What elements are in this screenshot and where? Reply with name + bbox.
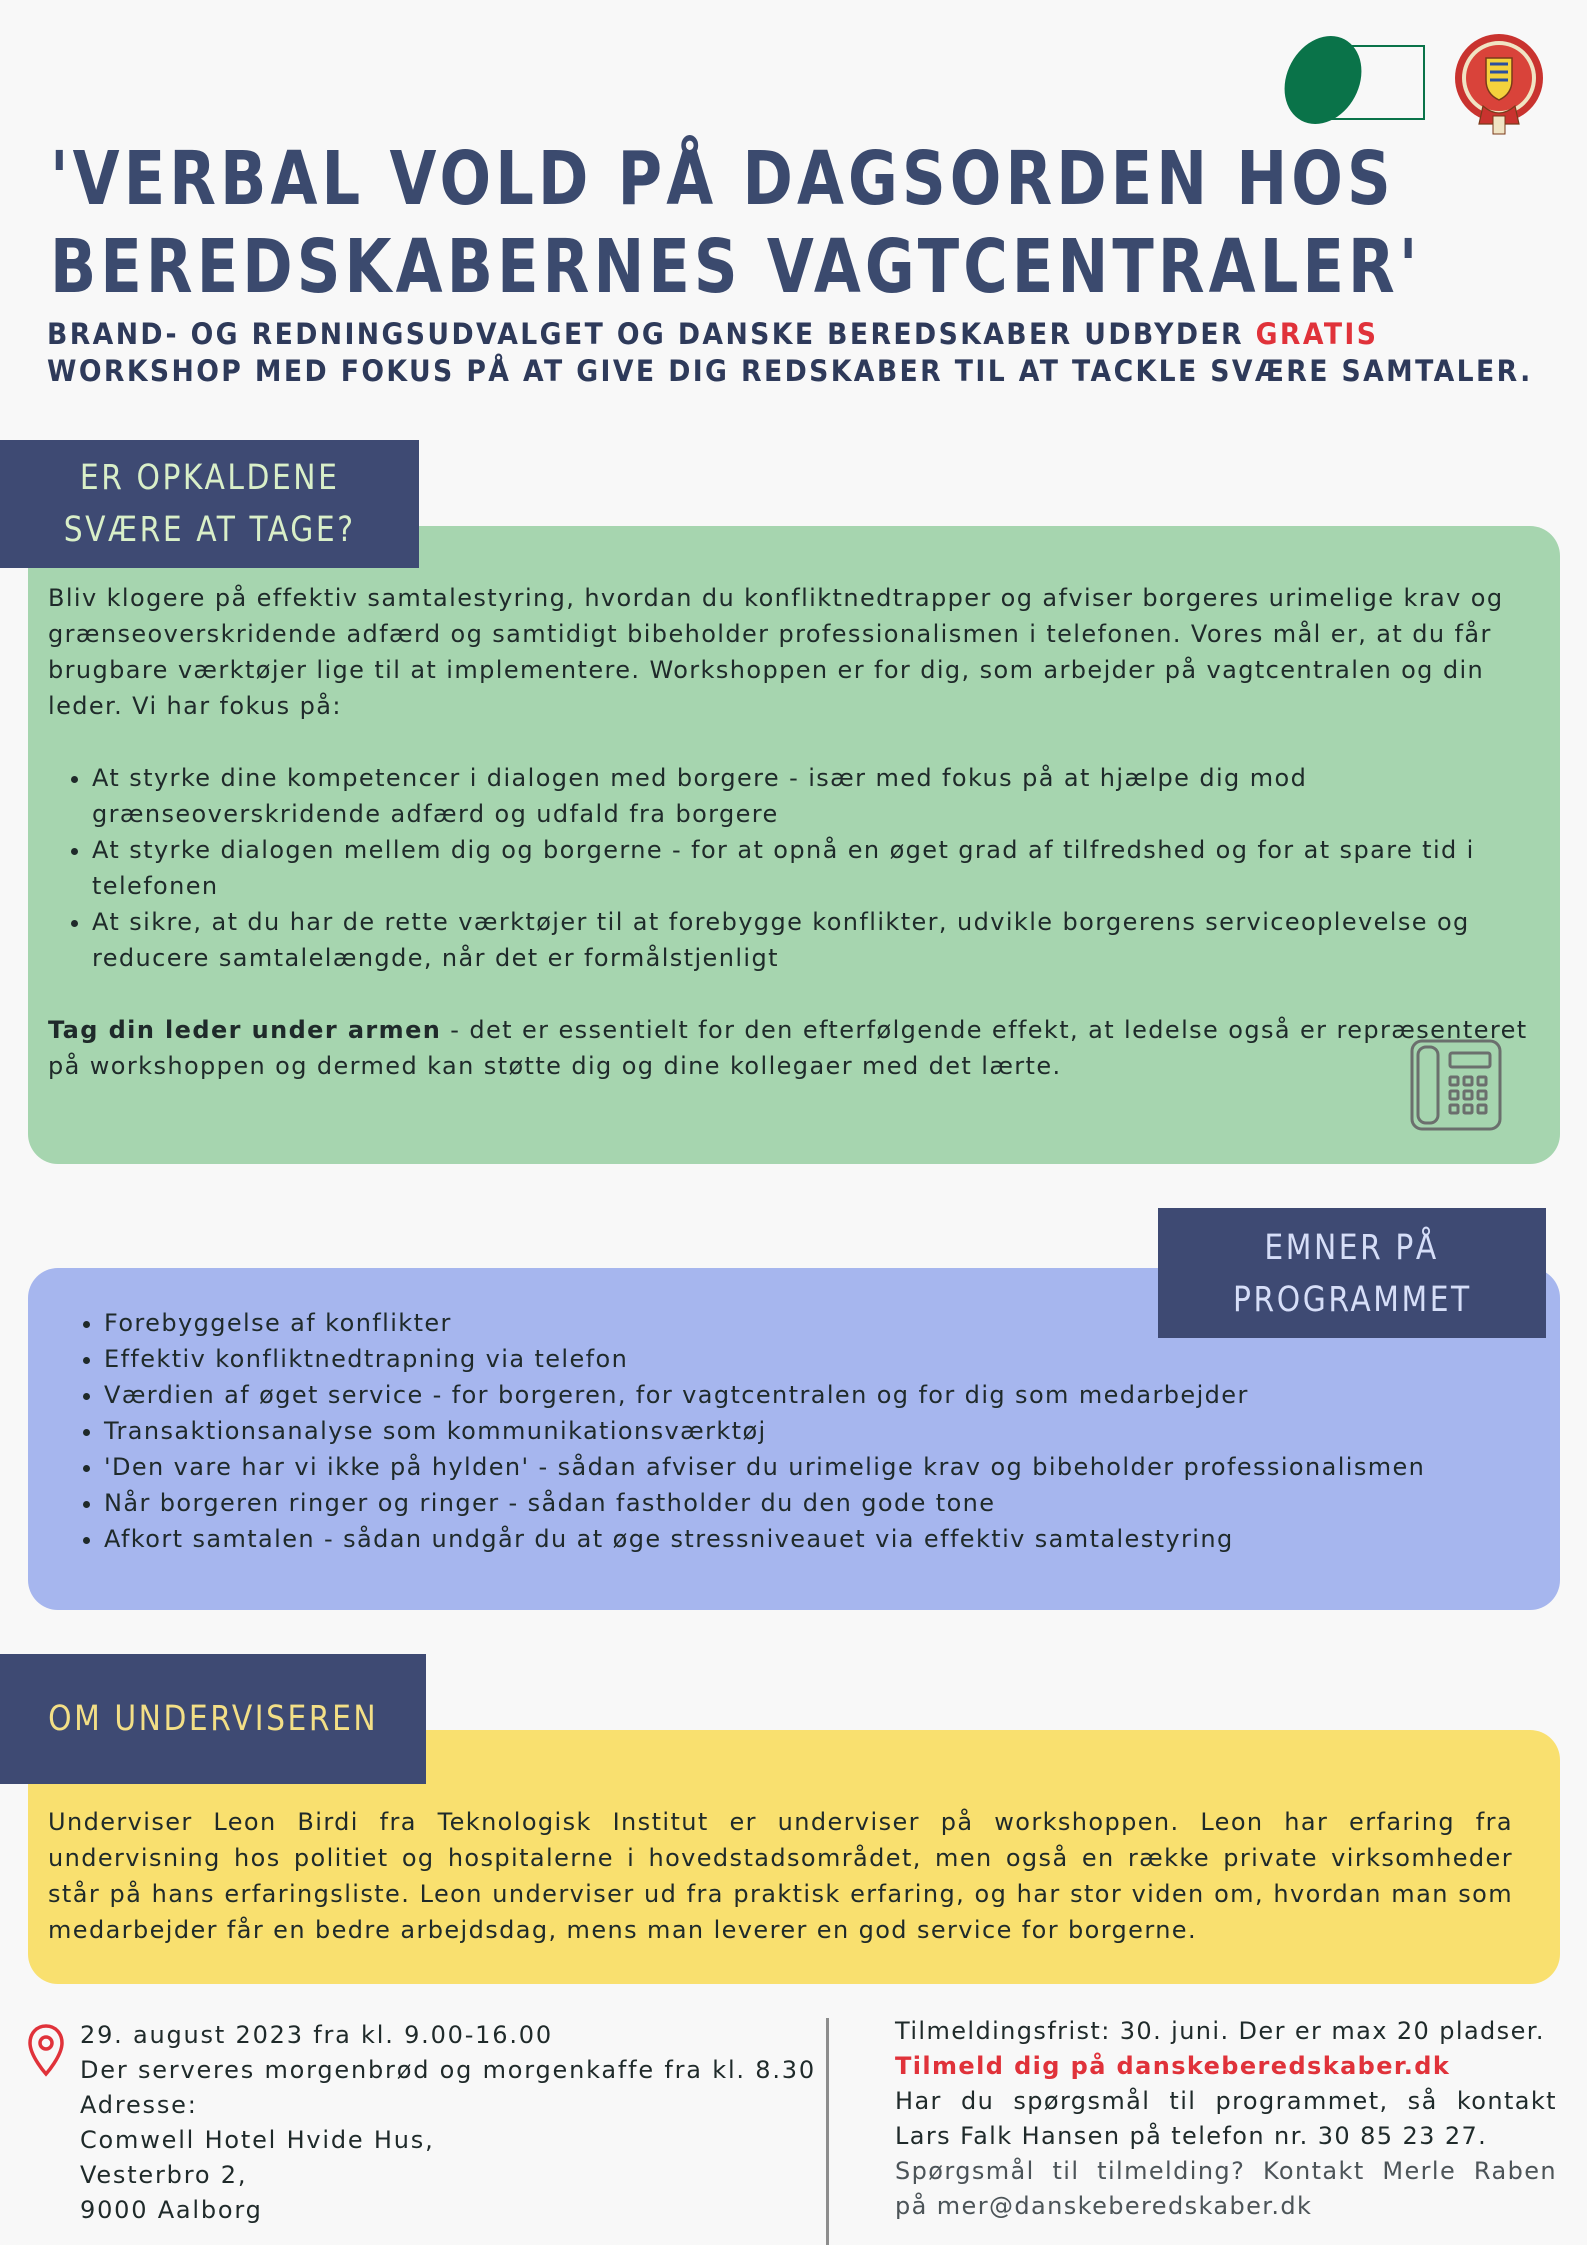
address-venue: Comwell Hotel Hvide Hus, bbox=[80, 2126, 435, 2154]
list-item: • At styrke dine kompetencer i dialogen med borgere - især med fokus på at hjælpe dig mod grænseoverskridende adfærd og udfald fra borgere bbox=[92, 760, 1548, 832]
tag-line-2: PROGRAMMET bbox=[1232, 1280, 1472, 1320]
telephone-icon bbox=[1408, 1037, 1504, 1133]
intro-paragraph: Bliv klogere på effektiv samtalestyring, hvordan du konfliktnedtrapper og afviser borgeres urimelige krav og grænseoverskridende adfærd og samtidigt bibeholder professionalismen i telefonen. Vores mål er, at du får brugbare værktøjer lige til at implementere. Workshoppen er for dig, som arbejder på vagtcentralen og din leder. Vi har fokus på: bbox=[48, 584, 1504, 720]
instructor-text-block bbox=[48, 1804, 1513, 1948]
address-label: Adresse: bbox=[80, 2091, 198, 2119]
list-item: • Afkort samtalen - sådan undgår du at øge stressniveauet via effektiv samtalestyring bbox=[104, 1521, 1540, 1557]
list-item: • At styrke dialogen mellem dig og borgerne - for at opnå en øget grad af tilfredshed og for at spare tid i telefonen bbox=[92, 832, 1548, 904]
leader-paragraph bbox=[48, 1012, 1548, 1084]
list-item: • 'Den vare har vi ikke på hylden' - sådan afviser du urimelige krav og bibeholder professionalismen bbox=[104, 1449, 1540, 1485]
list-item: • Forebyggelse af konflikter bbox=[104, 1305, 1540, 1341]
program-list bbox=[60, 1305, 1540, 1557]
signup-contact-email[interactable]: på mer@danskeberedskaber.dk bbox=[895, 2192, 1313, 2220]
signup-link[interactable]: Tilmeld dig på danskeberedskaber.dk bbox=[895, 2052, 1451, 2080]
intro-text-block bbox=[48, 580, 1548, 1084]
focus-list bbox=[48, 760, 1548, 976]
subtitle-text: BRAND- OG REDNINGSUDVALGET OG DANSKE BEREDSKABER UDBYDER bbox=[47, 317, 1244, 351]
subtitle-highlight-free: GRATIS bbox=[1255, 317, 1379, 351]
footer-divider bbox=[826, 2018, 829, 2245]
address-city: 9000 Aalborg bbox=[80, 2196, 263, 2224]
page-subtitle bbox=[47, 316, 1533, 390]
event-breakfast: Der serveres morgenbrød og morgenkaffe fra kl. 8.30 bbox=[80, 2056, 816, 2084]
title-line-2: BEREDSKABERNES VAGTCENTRALER' bbox=[50, 224, 1422, 310]
leader-rest-text: - det er essentielt for den efterfølgende effekt, at ledelse også er repræsenteret på workshoppen og dermed kan støtte dig og dine kollegaer med det lærte. bbox=[48, 1016, 1528, 1080]
list-item: • At sikre, at du har de rette værktøjer til at forebygge konflikter, udvikle borgerens serviceoplevelse og reducere samtalelængde, når det er formålstjenligt bbox=[92, 904, 1548, 976]
list-item: • Når borgeren ringer og ringer - sådan fastholder du den gode tone bbox=[104, 1485, 1540, 1521]
list-item: • Transaktionsanalyse som kommunikationsværktøj bbox=[104, 1413, 1540, 1449]
tag-label: OM UNDERVISEREN bbox=[47, 1699, 379, 1739]
instructor-paragraph: Underviser Leon Birdi fra Teknologisk Institut er underviser på workshoppen. Leon har erfaring fra undervisning hos politiet og hospitalerne i hovedstadsområdet, men også en række private virksomheder står på hans erfaringsliste. Leon underviser ud fra praktisk erfaring, og har stor viden om, hvordan man som medarbejder får en bedre arbejdsdag, mens man leverer en god service for borgerne. bbox=[48, 1808, 1513, 1944]
event-date: 29. august 2023 fra kl. 9.00-16.00 bbox=[80, 2021, 553, 2049]
list-item: • Værdien af øget service - for borgeren, for vagtcentralen og for dig som medarbejder bbox=[104, 1377, 1540, 1413]
section-tag-instructor bbox=[0, 1654, 426, 1784]
program-list-block bbox=[60, 1305, 1540, 1557]
section-tag-calls bbox=[0, 440, 419, 568]
subtitle-line-2: WORKSHOP MED FOKUS PÅ AT GIVE DIG REDSKABER TIL AT TACKLE SVÆRE SAMTALER. bbox=[47, 354, 1533, 388]
event-details bbox=[80, 2018, 820, 2228]
tag-line-1: ER OPKALDENE bbox=[79, 458, 340, 498]
danske-beredskaber-seal-icon bbox=[1453, 32, 1545, 140]
program-contact-line-2: Lars Falk Hansen på telefon nr. 30 85 23 27. bbox=[895, 2122, 1488, 2150]
tag-line-2: SVÆRE AT TAGE? bbox=[63, 510, 356, 550]
list-item: • Effektiv konfliktnedtrapning via telefon bbox=[104, 1341, 1540, 1377]
page-title bbox=[50, 135, 1422, 311]
leader-bold-text: Tag din leder under armen bbox=[48, 1016, 442, 1044]
signup-details bbox=[895, 2014, 1557, 2224]
program-contact-line-1: Har du spørgsmål til programmet, så kontakt bbox=[895, 2087, 1557, 2115]
signup-contact-line-1: Spørgsmål til tilmelding? Kontakt Merle Raben bbox=[895, 2157, 1557, 2185]
address-street: Vesterbro 2, bbox=[80, 2161, 248, 2189]
signup-deadline: Tilmeldingsfrist: 30. juni. Der er max 20 pladser. bbox=[895, 2017, 1545, 2045]
title-line-1: 'VERBAL VOLD PÅ DAGSORDEN HOS bbox=[50, 136, 1395, 222]
partner-logo-frame bbox=[1330, 45, 1425, 120]
location-pin-icon bbox=[28, 2024, 64, 2078]
tag-line-1: EMNER PÅ bbox=[1264, 1228, 1440, 1268]
